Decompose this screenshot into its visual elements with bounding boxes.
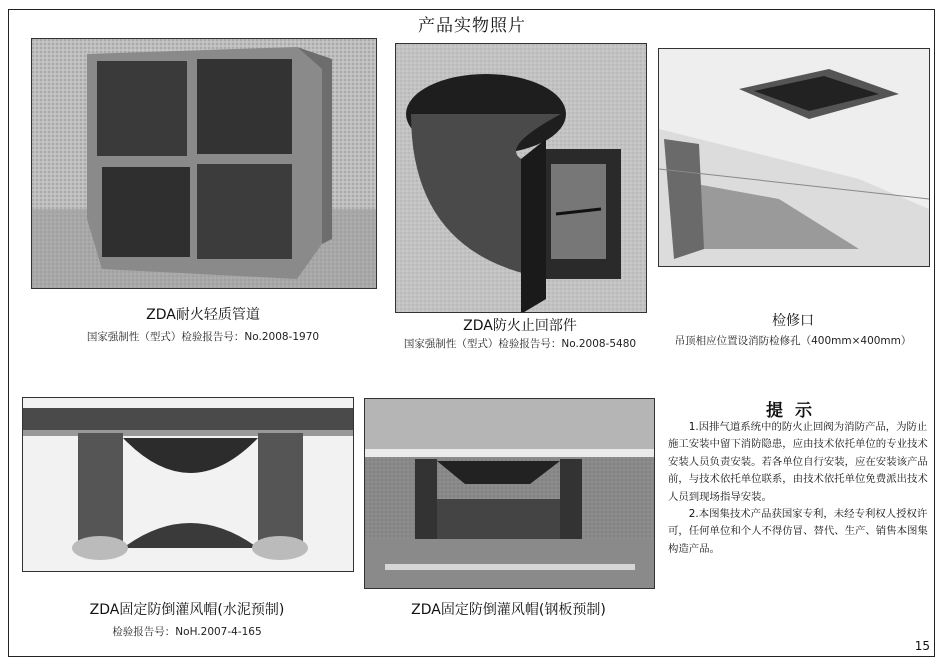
steel-cap-caption: ZDA固定防倒灌风帽(钢板预制) xyxy=(411,602,606,618)
check-valve-caption: ZDA防火止回部件 xyxy=(463,318,577,334)
cement-cap-caption: ZDA固定防倒灌风帽(水泥预制) xyxy=(89,602,285,618)
steel-cap-photo xyxy=(364,398,655,589)
note-item: 1.因排气道系统中的防火止回阀为消防产品，为防止施工安装中留下消防隐患，应由技术依托单位的专业技术安装人员负责安装。若各单位自行安装，应在安装该产品前，与技术依托单位联系，由技术依托单位免费派出技术人员到现场指导安装。 xyxy=(668,421,928,503)
duct-photo xyxy=(31,38,377,289)
check-valve-photo xyxy=(395,43,647,313)
duct-report-number: 国家强制性（型式）检验报告号：No.2008-1970 xyxy=(86,331,320,343)
cement-cap-photo xyxy=(22,397,354,572)
page-title: 产品实物照片 xyxy=(418,16,526,36)
page-number: 15 xyxy=(914,639,930,653)
note-item: 2.本图集技术产品获国家专利，未经专利权人授权许可，任何单位和个人不得仿冒、替代、生产、销售本图集构造产品。 xyxy=(668,508,928,555)
access-panel-caption: 检修口 xyxy=(772,313,814,329)
check-valve-report-number: 国家强制性（型式）检验报告号：No.2008-5480 xyxy=(403,338,637,350)
cement-cap-report-number: 检验报告号：NoH.2007-4-165 xyxy=(112,626,262,638)
access-panel-photo xyxy=(658,48,930,267)
notes-title: 提示 xyxy=(766,401,824,421)
access-panel-note: 吊顶相应位置设消防检修孔（400mm×400mm） xyxy=(674,335,912,347)
notes-body xyxy=(668,419,930,558)
duct-caption: ZDA耐火轻质管道 xyxy=(146,307,260,323)
